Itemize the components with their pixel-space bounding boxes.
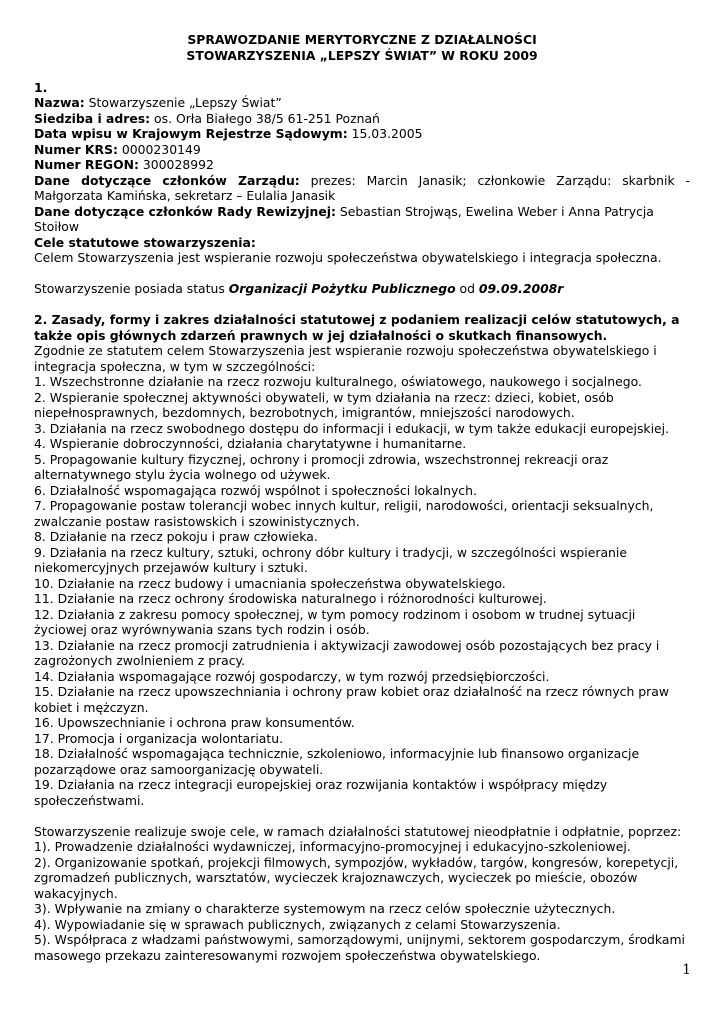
list-item: 4). Wypowiadanie się w sprawach publicznych, związanych z celami Stowarzyszenia. bbox=[34, 916, 561, 932]
opp-status: Stowarzyszenie posiada status Organizacji Pożytku Publicznego od 09.09.2008r bbox=[34, 281, 564, 296]
page-number: 1 bbox=[682, 962, 691, 978]
field-krs-number: Numer KRS: 0000230149 bbox=[34, 141, 201, 157]
list-item: 7. Propagowanie postaw tolerancji wobec innych kultur, religii, narodowości, orientacji seksualnych, zwalczanie postaw rasistowskich i szowinistycznych. bbox=[34, 498, 654, 529]
list-item: 10. Działanie na rzecz budowy i umacniania społeczeństwa obywatelskiego. bbox=[34, 575, 506, 591]
field-audit-committee: Dane dotyczące członków Rady Rewizyjnej: Sebastian Strojwąs, Ewelina Weber i Anna Patrycja Stoiłow bbox=[34, 203, 654, 234]
list-item: 4. Wspieranie dobroczynności, działania charytatywne i humanitarne. bbox=[34, 436, 467, 451]
list-item: 16. Upowszechnianie i ochrona praw konsumentów. bbox=[34, 715, 355, 730]
list-item: 13. Działanie na rzecz promocji zatrudnienia i aktywizacji zawodowej osób pozostających bez pracy i zagrożonych zwolnieniem z pracy. bbox=[34, 637, 660, 668]
field-board: Dane dotyczące członków Zarządu: prezes: Marcin Janasik; członkowie Zarządu: skarbnik - Małgorzata Kamińska, sekretarz – Eulalia Janasik bbox=[34, 172, 691, 203]
title-line-2: STOWARZYSZENIA „LEPSZY ŚWIAT” W ROKU 2009 bbox=[186, 48, 538, 63]
list-item: 11. Działanie na rzecz ochrony środowiska naturalnego i różnorodności kulturowej. bbox=[34, 591, 547, 606]
goal-text: Celem Stowarzyszenia jest wspieranie rozwoju społeczeństwa obywatelskiego i integracja społeczna. bbox=[34, 250, 662, 265]
document-page bbox=[34, 32, 690, 963]
list-item: 15. Działanie na rzecz upowszechniania i ochrony praw kobiet oraz działalność na rzecz równych praw kobiet i mężczyzn. bbox=[34, 684, 669, 715]
organization-details bbox=[34, 95, 690, 266]
section-1-number: 1. bbox=[34, 79, 48, 95]
list-item: 6. Działalność wspomagająca rozwój wspólnot i społeczności lokalnych. bbox=[34, 482, 477, 498]
field-name: Nazwa: Stowarzyszenie „Lepszy Świat” bbox=[34, 95, 282, 110]
list-item: 3). Wpływanie na zmiany o charakterze systemowym na rzecz celów społecznie użytecznych. bbox=[34, 901, 616, 916]
list-item: 1. Wszechstronne działanie na rzecz rozwoju kulturalnego, oświatowego, naukowego i socjalnego. bbox=[34, 374, 642, 389]
document-title bbox=[34, 32, 690, 64]
list-item: 12. Działania z zakresu pomocy społecznej, w tym pomocy rodzinom i osobom w trudnej sytuacji życiowej oraz wyrównywania szans tych rodzin i osób. bbox=[34, 606, 636, 637]
list-item: 19. Działania na rzecz integracji europejskiej oraz rozwijania kontaktów i współpracy między społeczeństwami. bbox=[34, 777, 608, 808]
field-krs-date: Data wpisu w Krajowym Rejestrze Sądowym: 15.03.2005 bbox=[34, 126, 423, 141]
list-item: 2. Wspieranie społecznej aktywności obywateli, w tym działania na rzecz: dzieci, kobiet, osób niepełnosprawnych, bezdomnych, bezrobotnych, imigrantów, mniejszości narodowych. bbox=[34, 389, 614, 420]
list-item: 5. Propagowanie kultury fizycznej, ochrony i promocji zdrowia, wszechstronnej rekreacji oraz alternatywnego stylu życia wolnego od używek. bbox=[34, 451, 609, 482]
section-2-intro: Zgodnie ze statutem celem Stowarzyszenia jest wspieranie rozwoju społeczeństwa obywatelskiego i integracja społeczna, w tym w szczególności: bbox=[34, 343, 657, 374]
list-item: 3. Działania na rzecz swobodnego dostępu do informacji i edukacji, w tym także edukacji europejskiej. bbox=[34, 420, 670, 436]
list-item: 18. Działalność wspomagająca technicznie, szkoleniowo, informacyjnie lub finansowo organizacje pozarządowe oraz samoorganizację obywateli. bbox=[34, 746, 640, 777]
realization-list bbox=[34, 839, 690, 963]
field-goals-label: Cele statutowe stowarzyszenia: bbox=[34, 234, 256, 250]
list-item: 14. Działania wspomagające rozwój gospodarczy, w tym rozwój przedsiębiorczości. bbox=[34, 668, 550, 684]
field-regon: Numer REGON: 300028992 bbox=[34, 157, 214, 172]
list-item: 9. Działania na rzecz kultury, sztuki, ochrony dóbr kultury i tradycji, w szczególności wspieranie niekomercyjnych przejawów kultury i sztuki. bbox=[34, 544, 627, 575]
realization-intro: Stowarzyszenie realizuje swoje cele, w ramach działalności statutowej nieodpłatnie i odpłatnie, poprzez: bbox=[34, 823, 682, 839]
list-item: 8. Działanie na rzecz pokoju i praw człowieka. bbox=[34, 529, 318, 544]
field-address: Siedziba i adres: os. Orła Białego 38/5 61-251 Poznań bbox=[34, 110, 380, 126]
list-item: 17. Promocja i organizacja wolontariatu. bbox=[34, 730, 284, 746]
list-item: 2). Organizowanie spotkań, projekcji filmowych, sympozjów, wykładów, targów, kongresów, korepetycji, zgromadzeń publicznych, warsztatów, wycieczek krajoznawczych, wycieczek po mieście, obozów wakacyjnych. bbox=[34, 854, 679, 901]
statutory-goals-list bbox=[34, 374, 690, 808]
title-line-1: SPRAWOZDANIE MERYTORYCZNE Z DZIAŁALNOŚCI bbox=[187, 32, 537, 47]
list-item: 5). Współpraca z władzami państwowymi, samorządowymi, unijnymi, sektorem gospodarczym, środkami masowego przekazu zainteresowanymi rozwojem społeczeństwa obywatelskiego. bbox=[34, 932, 685, 963]
list-item: 1). Prowadzenie działalności wydawniczej, informacyjno-promocyjnej i edukacyjno-szkoleniowej. bbox=[34, 839, 631, 854]
section-2-heading: 2. Zasady, formy i zakres działalności statutowej z podaniem realizacji celów statutowych, a także opis głównych zdarzeń prawnych w jej działalności o skutkach finansowych. bbox=[34, 312, 680, 343]
